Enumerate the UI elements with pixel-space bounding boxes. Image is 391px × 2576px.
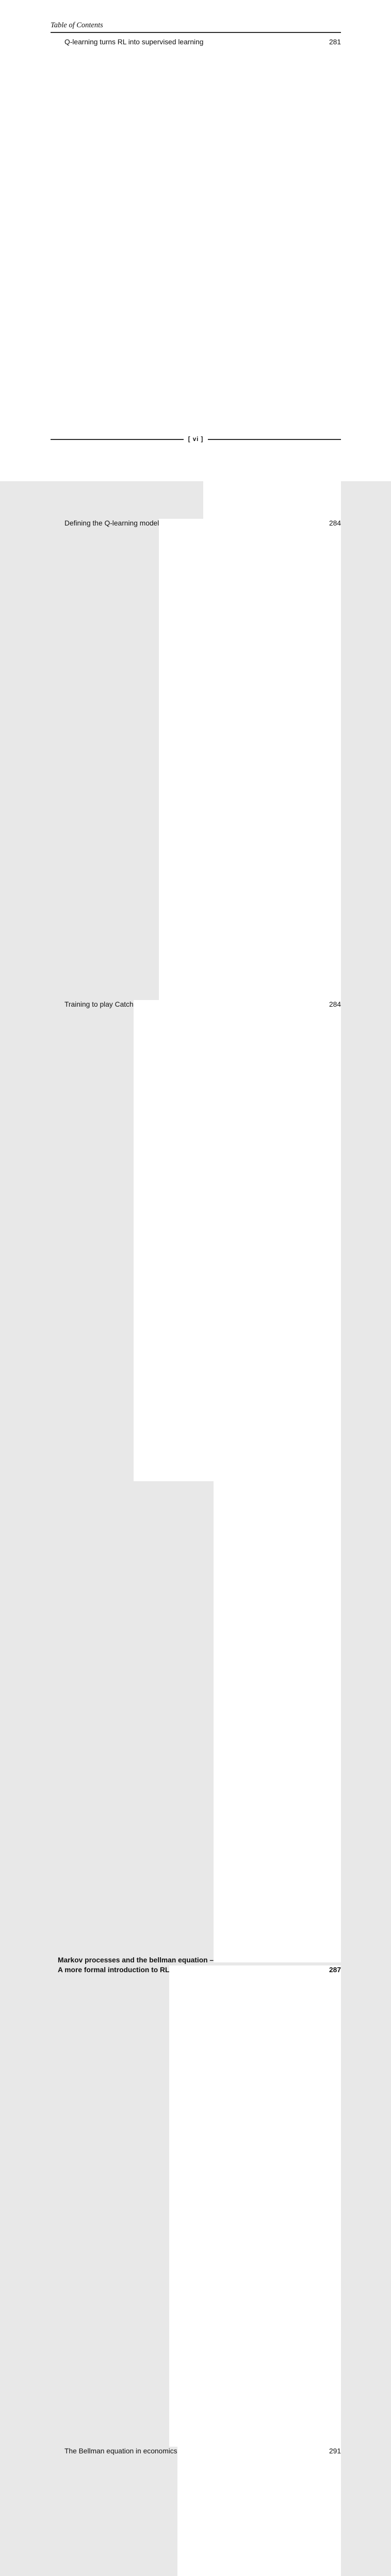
toc-list (51, 38, 341, 2576)
toc-entry-page: 287 (169, 1965, 341, 2447)
toc-entry (51, 38, 341, 519)
footer-rule-right (208, 439, 341, 440)
toc-entry-label: Defining the Q-learning model (64, 519, 159, 527)
toc-entry (51, 1000, 341, 1481)
page-header-title: Table of Contents (51, 21, 103, 29)
footer-rule-left (51, 439, 184, 440)
page-header (51, 21, 341, 33)
toc-entry-label: Q-learning turns RL into supervised learning (64, 38, 204, 46)
toc-entry (51, 519, 341, 1000)
toc-entry (51, 1965, 341, 2447)
toc-entry-label: Markov processes and the bellman equation – (58, 1956, 214, 1964)
toc-entry-label: A more formal introduction to RL (58, 1965, 170, 1974)
page-footer (51, 436, 341, 443)
toc-entry-page: 284 (134, 1000, 341, 1481)
toc-entry-page: 281 (203, 38, 341, 519)
toc-entry-page (214, 1481, 341, 1962)
toc-entry-label: The Bellman equation in economics (64, 2447, 177, 2455)
toc-entry-page: 284 (159, 519, 341, 1000)
toc-entry (51, 2447, 341, 2576)
toc-entry (51, 1481, 341, 1965)
footer-page-number: [ vi ] (188, 436, 204, 443)
toc-entry-page: 291 (177, 2447, 341, 2576)
toc-entry-label: Training to play Catch (64, 1001, 134, 1008)
